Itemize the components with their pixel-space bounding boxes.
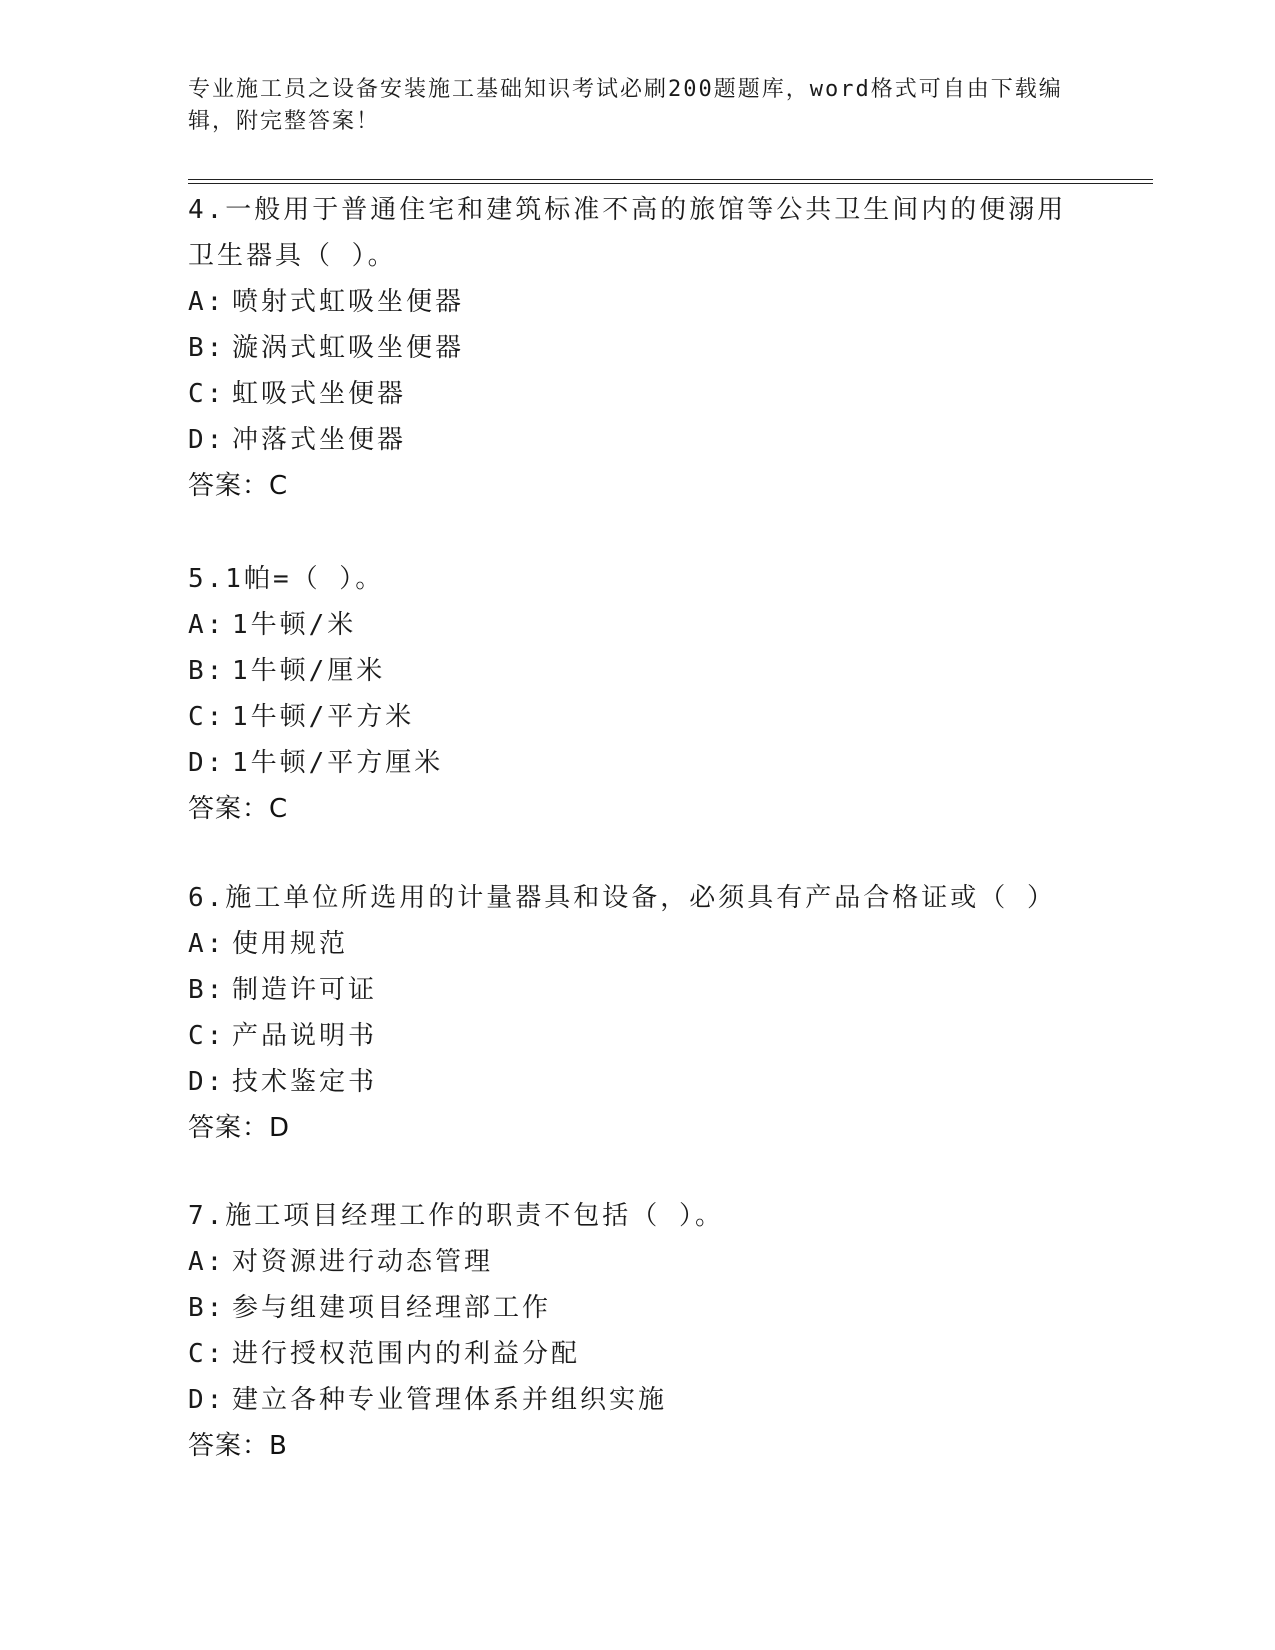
question-block [188, 556, 1088, 832]
option-text: 1牛顿/厘米 [232, 656, 386, 686]
answer-line: 答案：D [188, 1113, 291, 1143]
option-b [188, 1285, 1088, 1331]
option-a [188, 279, 1088, 325]
option-text: 使用规范 [232, 929, 349, 959]
option-letter: B: [188, 333, 226, 363]
option-b [188, 325, 1088, 371]
option-letter: C: [188, 379, 226, 409]
header-divider-line-secondary [188, 183, 1153, 184]
option-text: 漩涡式虹吸坐便器 [232, 333, 465, 363]
option-text: 技术鉴定书 [232, 1067, 378, 1097]
option-text: 对资源进行动态管理 [232, 1247, 494, 1277]
option-text: 虹吸式坐便器 [232, 379, 407, 409]
answer-line: 答案：C [188, 794, 289, 824]
option-text: 喷射式虹吸坐便器 [232, 287, 465, 317]
option-c [188, 1013, 1088, 1059]
option-a [188, 602, 1088, 648]
option-letter: B: [188, 1293, 226, 1323]
option-b [188, 648, 1088, 694]
option-letter: C: [188, 1021, 226, 1051]
option-letter: B: [188, 656, 226, 686]
option-text: 进行授权范围内的利益分配 [232, 1339, 581, 1369]
option-d [188, 1059, 1088, 1105]
option-a [188, 921, 1088, 967]
option-letter: B: [188, 975, 226, 1005]
question-text: 7.施工项目经理工作的职责不包括（ ）。 [188, 1201, 724, 1231]
option-letter: A: [188, 287, 226, 317]
option-text: 制造许可证 [232, 975, 378, 1005]
option-letter: C: [188, 1339, 226, 1369]
option-letter: A: [188, 929, 226, 959]
option-letter: D: [188, 425, 226, 455]
answer-line: 答案：C [188, 471, 289, 501]
option-text: 1牛顿/平方米 [232, 702, 415, 732]
question-text: 5.1帕=（ ）。 [188, 564, 385, 594]
option-letter: C: [188, 702, 226, 732]
question-text: 6.施工单位所选用的计量器具和设备，必须具有产品合格证或（ ） [188, 883, 1056, 913]
option-text: 1牛顿/米 [232, 610, 357, 640]
option-letter: D: [188, 1067, 226, 1097]
question-block [188, 187, 1088, 509]
question-block [188, 875, 1088, 1151]
option-letter: A: [188, 1247, 226, 1277]
option-text: 建立各种专业管理体系并组织实施 [232, 1385, 668, 1415]
option-a [188, 1239, 1088, 1285]
option-b [188, 967, 1088, 1013]
option-text: 产品说明书 [232, 1021, 378, 1051]
option-text: 冲落式坐便器 [232, 425, 407, 455]
option-c [188, 694, 1088, 740]
document-header: 专业施工员之设备安装施工基础知识考试必刷200题题库，word格式可自由下载编辑，附完整答案！ [188, 77, 1063, 134]
option-c [188, 371, 1088, 417]
option-d [188, 1377, 1088, 1423]
option-d [188, 417, 1088, 463]
option-letter: A: [188, 610, 226, 640]
option-c [188, 1331, 1088, 1377]
option-letter: D: [188, 748, 226, 778]
header-divider-line [188, 179, 1153, 180]
option-text: 参与组建项目经理部工作 [232, 1293, 552, 1323]
option-d [188, 740, 1088, 786]
option-letter: D: [188, 1385, 226, 1415]
question-block [188, 1193, 1088, 1469]
question-text: 4.一般用于普通住宅和建筑标准不高的旅馆等公共卫生间内的便溺用卫生器具（ ）。 [188, 195, 1067, 271]
option-text: 1牛顿/平方厘米 [232, 748, 444, 778]
answer-line: 答案：B [188, 1431, 288, 1461]
